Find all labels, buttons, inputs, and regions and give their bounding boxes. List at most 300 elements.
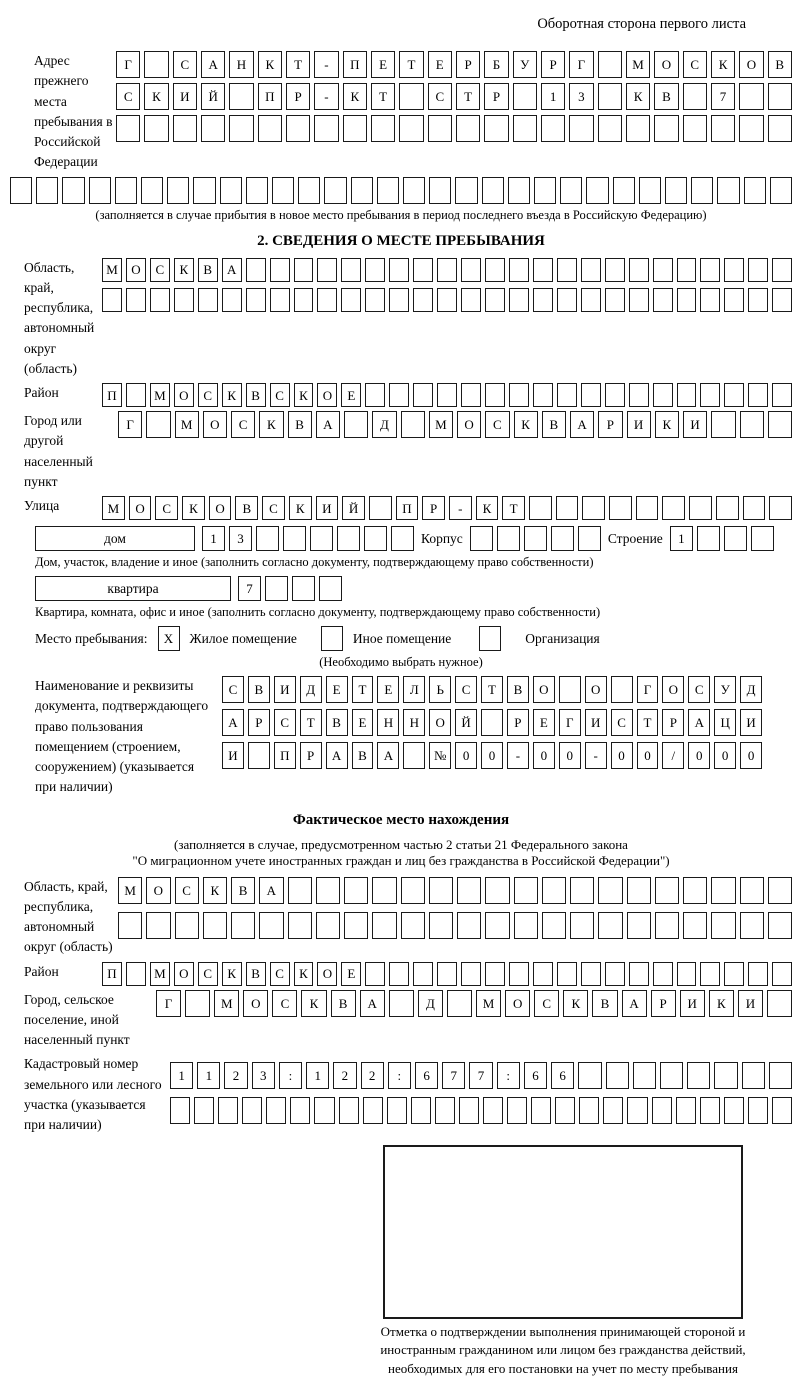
char-cell[interactable] (470, 526, 493, 551)
char-cell[interactable] (740, 877, 764, 904)
char-cell[interactable] (603, 1097, 623, 1124)
char-cell[interactable]: К (289, 496, 312, 520)
char-cell[interactable] (770, 177, 792, 204)
char-cell[interactable]: Р (300, 742, 322, 769)
char-cell[interactable] (377, 177, 399, 204)
char-cell[interactable] (652, 1097, 672, 1124)
char-cell[interactable]: У (714, 676, 736, 703)
char-cell[interactable] (509, 288, 529, 312)
char-cell[interactable]: У (513, 51, 537, 78)
char-cell[interactable] (201, 115, 225, 142)
char-cell[interactable]: Д (740, 676, 762, 703)
char-cell[interactable] (676, 1097, 696, 1124)
char-cell[interactable] (401, 411, 425, 438)
char-cell[interactable]: О (174, 383, 194, 407)
char-cell[interactable]: И (680, 990, 705, 1017)
char-cell[interactable]: - (314, 51, 338, 78)
kvartira-box[interactable]: квартира (35, 576, 231, 601)
char-cell[interactable]: С (611, 709, 633, 736)
char-cell[interactable] (683, 912, 707, 939)
char-cell[interactable] (655, 877, 679, 904)
char-cell[interactable] (198, 288, 218, 312)
char-cell[interactable] (714, 1062, 737, 1089)
char-cell[interactable]: Й (455, 709, 477, 736)
char-cell[interactable] (485, 288, 505, 312)
char-cell[interactable] (324, 177, 346, 204)
char-cell[interactable] (364, 526, 387, 551)
char-cell[interactable]: Р (286, 83, 310, 110)
char-cell[interactable]: С (534, 990, 559, 1017)
char-cell[interactable]: М (102, 258, 122, 282)
char-cell[interactable] (570, 877, 594, 904)
char-cell[interactable] (555, 1097, 575, 1124)
char-cell[interactable] (316, 877, 340, 904)
char-cell[interactable]: М (102, 496, 125, 520)
char-cell[interactable]: О (457, 411, 481, 438)
char-cell[interactable] (399, 115, 423, 142)
char-cell[interactable]: И (740, 709, 762, 736)
char-cell[interactable] (437, 288, 457, 312)
char-cell[interactable] (748, 258, 768, 282)
char-cell[interactable]: В (768, 51, 792, 78)
char-cell[interactable]: С (274, 709, 296, 736)
char-cell[interactable] (146, 912, 170, 939)
char-cell[interactable]: 3 (252, 1062, 275, 1089)
char-cell[interactable]: С (428, 83, 452, 110)
char-cell[interactable] (220, 177, 242, 204)
char-cell[interactable] (428, 115, 452, 142)
char-cell[interactable] (627, 877, 651, 904)
char-cell[interactable] (218, 1097, 238, 1124)
char-cell[interactable]: К (294, 383, 314, 407)
char-cell[interactable] (581, 962, 601, 986)
char-cell[interactable] (317, 258, 337, 282)
char-cell[interactable]: С (455, 676, 477, 703)
char-cell[interactable] (662, 496, 685, 520)
char-cell[interactable] (683, 115, 707, 142)
char-cell[interactable]: Т (371, 83, 395, 110)
char-cell[interactable]: Р (248, 709, 270, 736)
char-cell[interactable]: М (626, 51, 650, 78)
char-cell[interactable]: К (259, 411, 283, 438)
char-cell[interactable] (456, 115, 480, 142)
char-cell[interactable] (598, 115, 622, 142)
char-cell[interactable] (606, 1062, 629, 1089)
char-cell[interactable]: К (258, 51, 282, 78)
char-cell[interactable]: 0 (637, 742, 659, 769)
char-cell[interactable] (578, 1062, 601, 1089)
char-cell[interactable]: Е (428, 51, 452, 78)
char-cell[interactable]: М (150, 383, 170, 407)
char-cell[interactable] (654, 115, 678, 142)
char-cell[interactable] (437, 962, 457, 986)
char-cell[interactable] (677, 383, 697, 407)
char-cell[interactable]: К (655, 411, 679, 438)
char-cell[interactable] (399, 83, 423, 110)
char-cell[interactable] (150, 288, 170, 312)
char-cell[interactable]: 7 (711, 83, 735, 110)
char-cell[interactable] (677, 258, 697, 282)
char-cell[interactable]: Т (637, 709, 659, 736)
char-cell[interactable]: С (173, 51, 197, 78)
char-cell[interactable] (611, 676, 633, 703)
char-cell[interactable]: Н (403, 709, 425, 736)
char-cell[interactable] (437, 258, 457, 282)
char-cell[interactable] (697, 526, 720, 551)
char-cell[interactable]: С (175, 877, 199, 904)
char-cell[interactable] (403, 177, 425, 204)
char-cell[interactable] (711, 115, 735, 142)
char-cell[interactable] (687, 1062, 710, 1089)
char-cell[interactable]: С (155, 496, 178, 520)
char-cell[interactable]: Ь (429, 676, 451, 703)
char-cell[interactable] (513, 115, 537, 142)
char-cell[interactable]: С (198, 383, 218, 407)
char-cell[interactable] (633, 1062, 656, 1089)
char-cell[interactable]: К (514, 411, 538, 438)
char-cell[interactable]: В (352, 742, 374, 769)
char-cell[interactable] (266, 1097, 286, 1124)
char-cell[interactable] (772, 962, 792, 986)
char-cell[interactable]: 0 (740, 742, 762, 769)
char-cell[interactable] (173, 115, 197, 142)
char-cell[interactable] (534, 177, 556, 204)
char-cell[interactable] (629, 383, 649, 407)
char-cell[interactable] (557, 258, 577, 282)
char-cell[interactable]: 0 (611, 742, 633, 769)
char-cell[interactable] (116, 115, 140, 142)
char-cell[interactable] (242, 1097, 262, 1124)
char-cell[interactable] (461, 962, 481, 986)
char-cell[interactable] (319, 576, 342, 601)
char-cell[interactable]: Б (484, 51, 508, 78)
char-cell[interactable]: Г (637, 676, 659, 703)
char-cell[interactable] (194, 1097, 214, 1124)
char-cell[interactable] (700, 383, 720, 407)
char-cell[interactable]: П (102, 383, 122, 407)
char-cell[interactable] (369, 496, 392, 520)
char-cell[interactable]: О (174, 962, 194, 986)
char-cell[interactable]: 2 (361, 1062, 384, 1089)
char-cell[interactable] (627, 912, 651, 939)
char-cell[interactable] (118, 912, 142, 939)
char-cell[interactable]: В (654, 83, 678, 110)
char-cell[interactable]: / (662, 742, 684, 769)
char-cell[interactable] (429, 177, 451, 204)
char-cell[interactable] (557, 288, 577, 312)
char-cell[interactable]: О (243, 990, 268, 1017)
char-cell[interactable] (581, 288, 601, 312)
char-cell[interactable] (772, 1097, 792, 1124)
char-cell[interactable]: О (146, 877, 170, 904)
char-cell[interactable]: И (222, 742, 244, 769)
char-cell[interactable]: Г (118, 411, 142, 438)
char-cell[interactable] (653, 258, 673, 282)
char-cell[interactable]: А (222, 709, 244, 736)
char-cell[interactable] (724, 526, 747, 551)
char-cell[interactable] (751, 526, 774, 551)
char-cell[interactable]: Г (156, 990, 181, 1017)
char-cell[interactable]: П (102, 962, 122, 986)
char-cell[interactable]: Е (341, 383, 361, 407)
char-cell[interactable] (89, 177, 111, 204)
char-cell[interactable] (743, 496, 766, 520)
char-cell[interactable] (683, 83, 707, 110)
char-cell[interactable]: П (396, 496, 419, 520)
char-cell[interactable]: : (388, 1062, 411, 1089)
char-cell[interactable]: 2 (224, 1062, 247, 1089)
char-cell[interactable]: И (738, 990, 763, 1017)
char-cell[interactable] (290, 1097, 310, 1124)
char-cell[interactable]: - (449, 496, 472, 520)
char-cell[interactable] (286, 115, 310, 142)
char-cell[interactable]: Г (116, 51, 140, 78)
char-cell[interactable]: В (592, 990, 617, 1017)
char-cell[interactable] (365, 383, 385, 407)
char-cell[interactable] (586, 177, 608, 204)
char-cell[interactable] (541, 115, 565, 142)
char-cell[interactable]: П (343, 51, 367, 78)
char-cell[interactable] (36, 177, 58, 204)
char-cell[interactable]: И (683, 411, 707, 438)
char-cell[interactable] (740, 912, 764, 939)
char-cell[interactable]: О (317, 962, 337, 986)
char-cell[interactable] (655, 912, 679, 939)
char-cell[interactable] (461, 288, 481, 312)
char-cell[interactable] (629, 962, 649, 986)
char-cell[interactable]: О (585, 676, 607, 703)
char-cell[interactable]: К (144, 83, 168, 110)
char-cell[interactable]: Р (484, 83, 508, 110)
char-cell[interactable]: А (316, 411, 340, 438)
char-cell[interactable] (613, 177, 635, 204)
char-cell[interactable]: Е (341, 962, 361, 986)
char-cell[interactable]: М (175, 411, 199, 438)
char-cell[interactable]: Т (286, 51, 310, 78)
char-cell[interactable]: И (627, 411, 651, 438)
char-cell[interactable]: П (274, 742, 296, 769)
char-cell[interactable] (609, 496, 632, 520)
char-cell[interactable] (339, 1097, 359, 1124)
char-cell[interactable] (389, 258, 409, 282)
char-cell[interactable] (533, 383, 553, 407)
char-cell[interactable]: Г (559, 709, 581, 736)
char-cell[interactable]: К (203, 877, 227, 904)
char-cell[interactable] (270, 288, 290, 312)
char-cell[interactable]: Н (377, 709, 399, 736)
char-cell[interactable] (598, 51, 622, 78)
char-cell[interactable]: Е (533, 709, 555, 736)
char-cell[interactable] (660, 1062, 683, 1089)
char-cell[interactable] (310, 526, 333, 551)
char-cell[interactable]: К (174, 258, 194, 282)
char-cell[interactable] (581, 258, 601, 282)
char-cell[interactable]: А (259, 877, 283, 904)
char-cell[interactable]: М (118, 877, 142, 904)
char-cell[interactable] (372, 912, 396, 939)
char-cell[interactable] (748, 383, 768, 407)
char-cell[interactable]: В (248, 676, 270, 703)
char-cell[interactable]: К (343, 83, 367, 110)
char-cell[interactable]: В (288, 411, 312, 438)
char-cell[interactable]: И (173, 83, 197, 110)
char-cell[interactable]: С (485, 411, 509, 438)
char-cell[interactable] (485, 383, 505, 407)
char-cell[interactable] (401, 877, 425, 904)
char-cell[interactable] (724, 383, 744, 407)
char-cell[interactable] (605, 288, 625, 312)
char-cell[interactable]: А (201, 51, 225, 78)
char-cell[interactable] (483, 1097, 503, 1124)
char-cell[interactable] (413, 383, 433, 407)
char-cell[interactable] (557, 962, 577, 986)
char-cell[interactable] (579, 1097, 599, 1124)
char-cell[interactable] (411, 1097, 431, 1124)
char-cell[interactable] (514, 877, 538, 904)
char-cell[interactable] (514, 912, 538, 939)
char-cell[interactable] (768, 912, 792, 939)
char-cell[interactable] (605, 962, 625, 986)
char-cell[interactable] (413, 288, 433, 312)
char-cell[interactable]: О (739, 51, 763, 78)
char-cell[interactable]: А (688, 709, 710, 736)
char-cell[interactable]: Н (229, 51, 253, 78)
char-cell[interactable] (146, 411, 170, 438)
char-cell[interactable] (126, 288, 146, 312)
char-cell[interactable]: 1 (670, 526, 693, 551)
char-cell[interactable] (283, 526, 306, 551)
char-cell[interactable]: О (317, 383, 337, 407)
char-cell[interactable] (677, 962, 697, 986)
char-cell[interactable] (222, 288, 242, 312)
char-cell[interactable]: - (314, 83, 338, 110)
char-cell[interactable]: Т (352, 676, 374, 703)
char-cell[interactable]: К (222, 962, 242, 986)
char-cell[interactable] (691, 177, 713, 204)
char-cell[interactable] (578, 526, 601, 551)
char-cell[interactable]: 7 (469, 1062, 492, 1089)
char-cell[interactable]: Р (598, 411, 622, 438)
char-cell[interactable]: В (246, 383, 266, 407)
char-cell[interactable]: С (272, 990, 297, 1017)
char-cell[interactable]: Е (326, 676, 348, 703)
char-cell[interactable] (248, 742, 270, 769)
char-cell[interactable]: : (279, 1062, 302, 1089)
char-cell[interactable]: К (182, 496, 205, 520)
char-cell[interactable] (748, 288, 768, 312)
char-cell[interactable] (391, 526, 414, 551)
char-cell[interactable] (716, 496, 739, 520)
char-cell[interactable]: 0 (559, 742, 581, 769)
char-cell[interactable]: С (688, 676, 710, 703)
char-cell[interactable] (533, 962, 553, 986)
char-cell[interactable] (748, 1097, 768, 1124)
char-cell[interactable]: Т (481, 676, 503, 703)
char-cell[interactable] (288, 877, 312, 904)
char-cell[interactable] (768, 115, 792, 142)
char-cell[interactable] (724, 1097, 744, 1124)
char-cell[interactable]: С (270, 383, 290, 407)
char-cell[interactable]: К (301, 990, 326, 1017)
char-cell[interactable] (246, 288, 266, 312)
char-cell[interactable] (711, 877, 735, 904)
char-cell[interactable] (141, 177, 163, 204)
char-cell[interactable] (700, 258, 720, 282)
char-cell[interactable] (768, 877, 792, 904)
char-cell[interactable]: К (563, 990, 588, 1017)
char-cell[interactable] (485, 912, 509, 939)
char-cell[interactable]: Й (342, 496, 365, 520)
char-cell[interactable] (653, 383, 673, 407)
char-cell[interactable]: Т (399, 51, 423, 78)
char-cell[interactable] (314, 1097, 334, 1124)
char-cell[interactable]: М (429, 411, 453, 438)
char-cell[interactable] (102, 288, 122, 312)
char-cell[interactable] (62, 177, 84, 204)
char-cell[interactable]: О (429, 709, 451, 736)
char-cell[interactable] (365, 288, 385, 312)
char-cell[interactable]: С (270, 962, 290, 986)
char-cell[interactable] (314, 115, 338, 142)
char-cell[interactable]: О (654, 51, 678, 78)
char-cell[interactable]: 0 (714, 742, 736, 769)
char-cell[interactable] (461, 258, 481, 282)
char-cell[interactable]: А (622, 990, 647, 1017)
char-cell[interactable] (389, 990, 414, 1017)
char-cell[interactable]: В (331, 990, 356, 1017)
char-cell[interactable]: 3 (229, 526, 252, 551)
char-cell[interactable] (174, 288, 194, 312)
char-cell[interactable] (689, 496, 712, 520)
char-cell[interactable] (341, 258, 361, 282)
char-cell[interactable]: С (150, 258, 170, 282)
char-cell[interactable] (742, 1062, 765, 1089)
char-cell[interactable] (533, 258, 553, 282)
char-cell[interactable] (447, 990, 472, 1017)
zhiloe-checkbox[interactable]: X (158, 626, 180, 651)
char-cell[interactable] (485, 877, 509, 904)
char-cell[interactable] (767, 990, 792, 1017)
char-cell[interactable] (401, 912, 425, 939)
char-cell[interactable] (413, 258, 433, 282)
char-cell[interactable] (461, 383, 481, 407)
char-cell[interactable] (748, 962, 768, 986)
char-cell[interactable]: 6 (415, 1062, 438, 1089)
char-cell[interactable]: К (709, 990, 734, 1017)
char-cell[interactable] (298, 177, 320, 204)
char-cell[interactable]: 7 (442, 1062, 465, 1089)
char-cell[interactable] (653, 288, 673, 312)
char-cell[interactable] (256, 526, 279, 551)
char-cell[interactable] (605, 383, 625, 407)
char-cell[interactable] (533, 288, 553, 312)
char-cell[interactable] (365, 258, 385, 282)
char-cell[interactable] (229, 83, 253, 110)
char-cell[interactable]: О (126, 258, 146, 282)
char-cell[interactable]: 1 (170, 1062, 193, 1089)
char-cell[interactable] (437, 383, 457, 407)
char-cell[interactable]: В (542, 411, 566, 438)
char-cell[interactable] (246, 177, 268, 204)
char-cell[interactable] (344, 411, 368, 438)
char-cell[interactable] (769, 496, 792, 520)
char-cell[interactable] (677, 288, 697, 312)
char-cell[interactable]: 1 (197, 1062, 220, 1089)
char-cell[interactable] (144, 51, 168, 78)
char-cell[interactable]: Р (456, 51, 480, 78)
char-cell[interactable] (459, 1097, 479, 1124)
char-cell[interactable]: С (262, 496, 285, 520)
